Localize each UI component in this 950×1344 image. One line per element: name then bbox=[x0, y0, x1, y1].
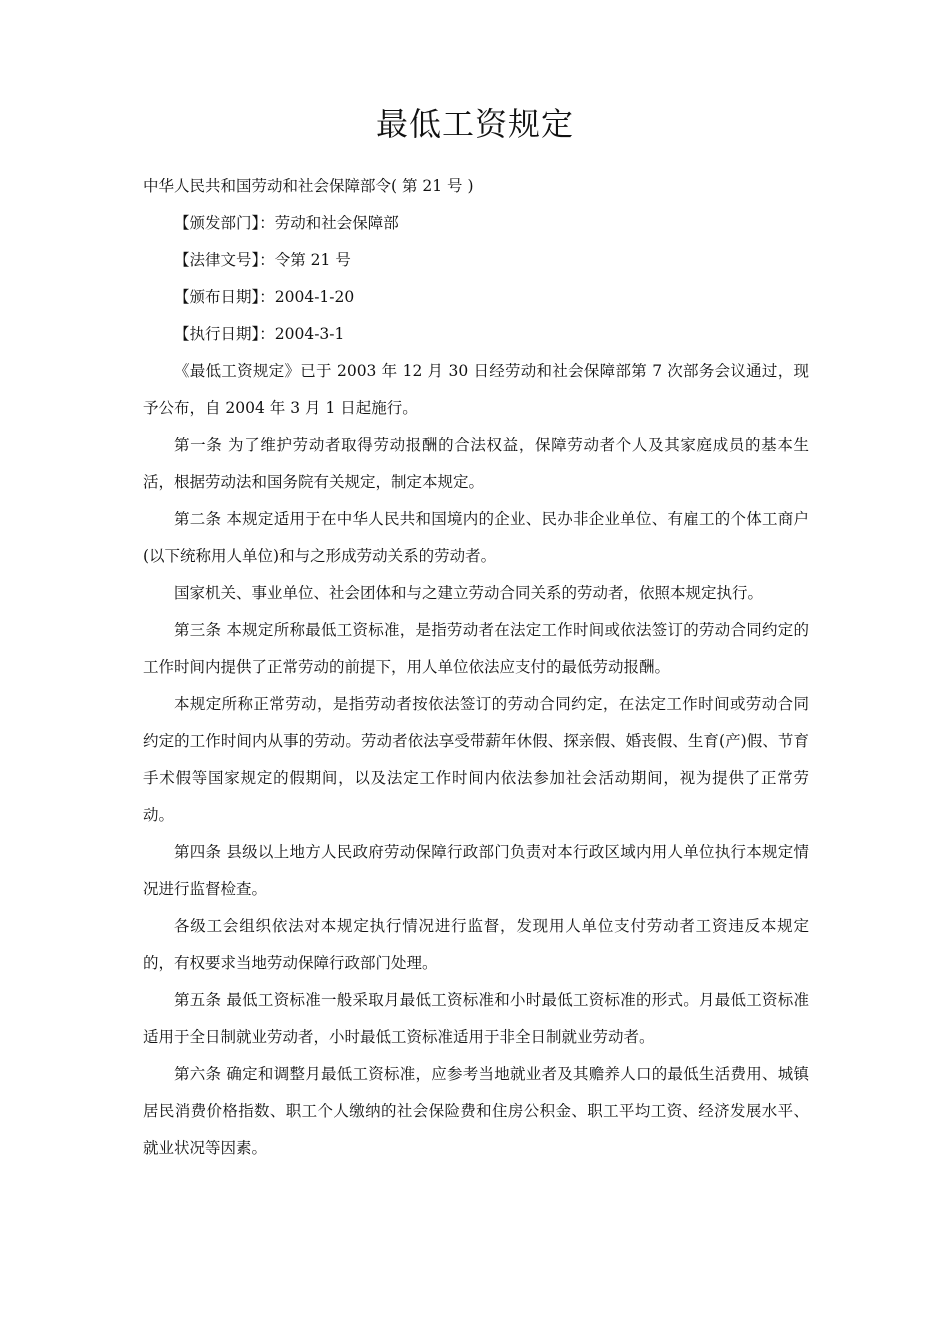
paragraph-article-5: 第五条 最低工资标准一般采取月最低工资标准和小时最低工资标准的形式。月最低工资标准适用于全日制就业劳动者，小时最低工资标准适用于非全日制就业劳动者。 bbox=[143, 991, 809, 1046]
meta-issuing-department: 【颁发部门】：劳动和社会保障部 bbox=[174, 214, 399, 232]
document-body bbox=[143, 168, 809, 1167]
document-title: 最低工资规定 bbox=[375, 105, 574, 143]
meta-document-number: 【法律文号】：令第 21 号 bbox=[174, 251, 351, 269]
paragraph-article-4: 第四条 县级以上地方人民政府劳动保障行政部门负责对本行政区域内用人单位执行本规定情况进行监督检查。 bbox=[143, 843, 809, 898]
paragraph-article-1: 第一条 为了维护劳动者取得劳动报酬的合法权益，保障劳动者个人及其家庭成员的基本生活，根据劳动法和国务院有关规定，制定本规定。 bbox=[143, 436, 809, 491]
paragraph-article-4-b: 各级工会组织依法对本规定执行情况进行监督，发现用人单位支付劳动者工资违反本规定的，有权要求当地劳动保障行政部门处理。 bbox=[143, 917, 809, 972]
paragraph-article-2: 第二条 本规定适用于在中华人民共和国境内的企业、民办非企业单位、有雇工的个体工商户(以下统称用人单位)和与之形成劳动关系的劳动者。 bbox=[143, 510, 809, 565]
paragraph-article-3: 第三条 本规定所称最低工资标准，是指劳动者在法定工作时间或依法签订的劳动合同约定的工作时间内提供了正常劳动的前提下，用人单位依法应支付的最低劳动报酬。 bbox=[143, 621, 809, 676]
meta-promulgation-date: 【颁布日期】：2004-1-20 bbox=[174, 288, 355, 306]
paragraph-article-6: 第六条 确定和调整月最低工资标准，应参考当地就业者及其赡养人口的最低生活费用、城镇居民消费价格指数、职工个人缴纳的社会保险费和住房公积金、职工平均工资、经济发展水平、就业状况等因素。 bbox=[143, 1065, 809, 1157]
paragraph-article-3-b: 本规定所称正常劳动，是指劳动者按依法签订的劳动合同约定，在法定工作时间或劳动合同约定的工作时间内从事的劳动。劳动者依法享受带薪年休假、探亲假、婚丧假、生育(产)假、节育手术假等国家规定的假期间，以及法定工作时间内依法参加社会活动期间，视为提供了正常劳动。 bbox=[143, 695, 809, 824]
paragraph-preamble: 《最低工资规定》已于 2003 年 12 月 30 日经劳动和社会保障部第 7 次部务会议通过，现予公布，自 2004 年 3 月 1 日起施行。 bbox=[143, 362, 809, 417]
order-line: 中华人民共和国劳动和社会保障部令( 第 21 号 ) bbox=[143, 177, 474, 195]
paragraph-article-2-b: 国家机关、事业单位、社会团体和与之建立劳动合同关系的劳动者，依照本规定执行。 bbox=[174, 584, 764, 602]
meta-effective-date: 【执行日期】：2004-3-1 bbox=[174, 325, 345, 343]
